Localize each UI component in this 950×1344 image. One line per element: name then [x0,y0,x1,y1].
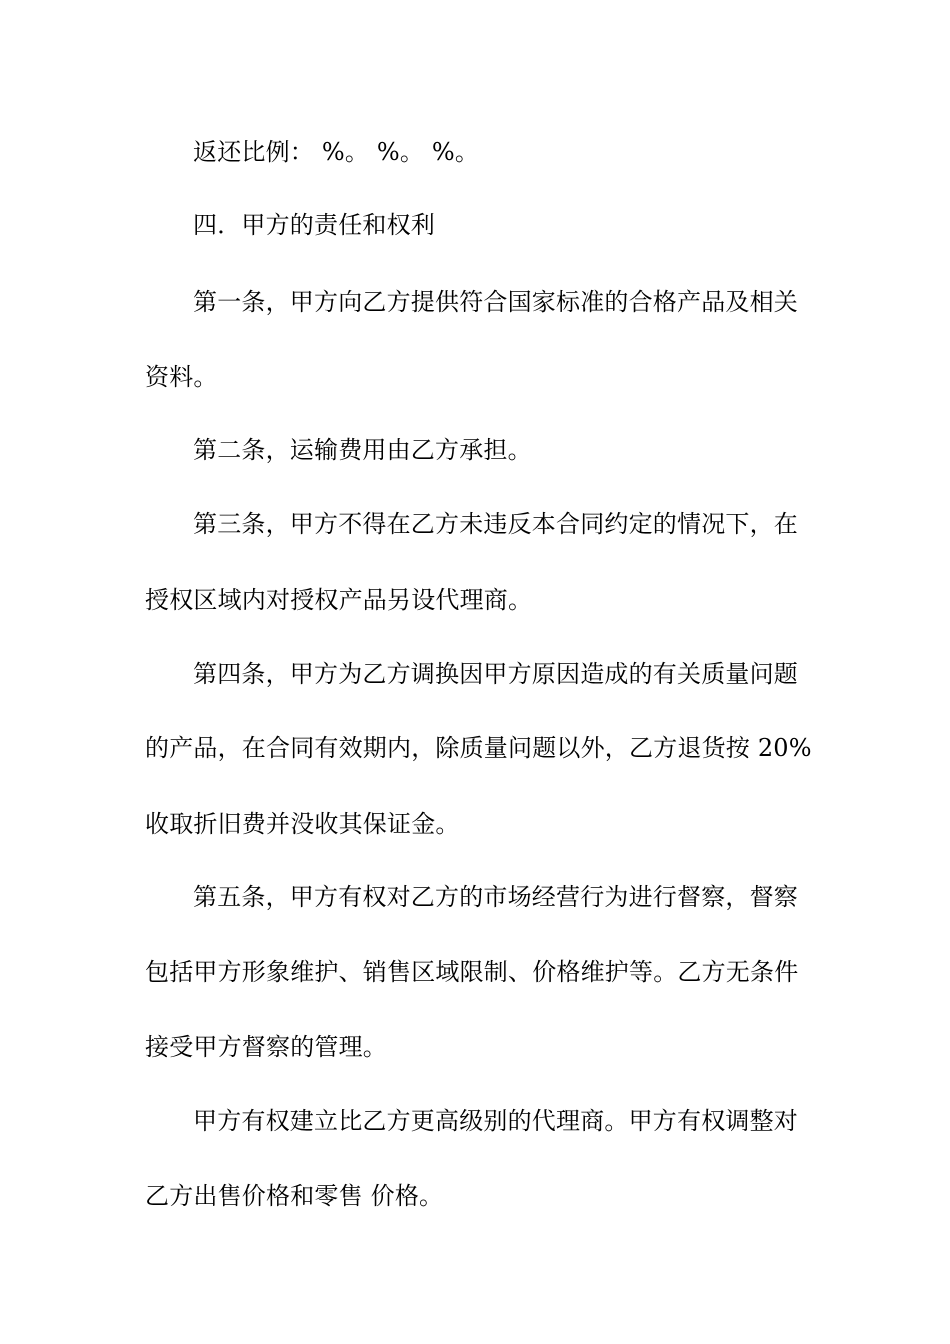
clause-4-line-2: 的产品，在合同有效期内，除质量问题以外，乙方退货按 20% [145,734,812,762]
clause-extra-line-1: 甲方有权建立比乙方更高级别的代理商。甲方有权调整对 [193,1107,798,1135]
text-line-return-ratio: 返还比例： %。 %。 %。 [193,138,480,166]
clause-1-line-1: 第一条，甲方向乙方提供符合国家标准的合格产品及相关 [193,288,798,316]
clause-extra-line-2: 乙方出售价格和零售 价格。 [145,1182,444,1210]
clause-5-line-2: 包括甲方形象维护、销售区域限制、价格维护等。乙方无条件 [145,958,799,986]
clause-3-line-2: 授权区域内对授权产品另设代理商。 [145,586,533,614]
clause-4-line-1: 第四条，甲方为乙方调换因甲方原因造成的有关质量问题 [193,660,798,688]
clause-5-line-1: 第五条，甲方有权对乙方的市场经营行为进行督察，督察 [193,883,798,911]
clause-2-line-1: 第二条，运输费用由乙方承担。 [193,436,532,464]
clause-4-line-3: 收取折旧费并没收其保证金。 [145,810,460,838]
clause-1-line-2: 资料。 [145,363,218,391]
clause-3-line-1: 第三条，甲方不得在乙方未违反本合同约定的情况下，在 [193,510,798,538]
section-heading-party-a-duties: 四．甲方的责任和权利 [193,211,435,239]
clause-5-line-3: 接受甲方督察的管理。 [145,1033,387,1061]
